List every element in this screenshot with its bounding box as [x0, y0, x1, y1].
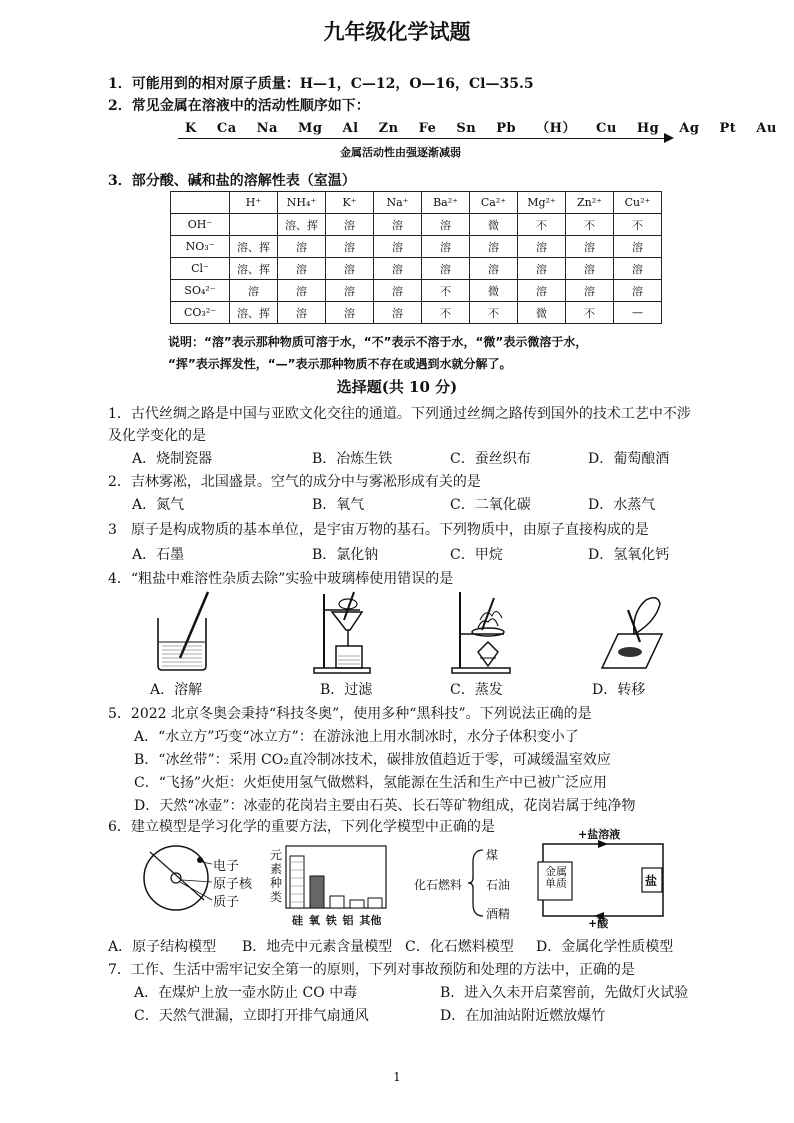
q4-option-d[interactable]: D．转移 [592, 682, 646, 698]
metal: （H） [536, 121, 576, 136]
table-cell: 溶 [614, 236, 662, 258]
metal: Pt [719, 121, 737, 136]
table-cell: 不 [614, 214, 662, 236]
table-cell: 溶 [614, 280, 662, 302]
table-cell: 不 [422, 302, 470, 324]
q6-option-a[interactable]: A．原子结构模型 [108, 939, 217, 955]
table-cell: 不 [566, 214, 614, 236]
table-cell: 溶 [470, 236, 518, 258]
table-cell: 不 [518, 214, 566, 236]
q5-option-b[interactable]: B．“冰丝带”：采用 CO₂直冷制冰技术，碳排放值趋近于零，可减缓温室效应 [134, 752, 611, 768]
metal-bottom-label: +酸 [588, 917, 609, 930]
table-header-cell: Zn²⁺ [566, 192, 614, 214]
table-row [171, 280, 662, 302]
q1-option-c[interactable]: C．蚕丝织布 [450, 451, 531, 467]
metal-right-label: 盐 [645, 874, 658, 888]
intro-line-2: 2．常见金属在溶液中的活动性顺序如下： [108, 98, 370, 114]
table-cell: 溶、挥 [278, 214, 326, 236]
q6-option-d[interactable]: D．金属化学性质模型 [536, 939, 674, 955]
dissolve-beaker-drawing [150, 590, 220, 674]
q4-option-c[interactable]: C．蒸发 [450, 682, 503, 698]
table-cell: 溶 [326, 214, 374, 236]
table-cell: 微 [470, 214, 518, 236]
table-cell: 溶 [422, 236, 470, 258]
table-cell: 溶 [326, 236, 374, 258]
q5-stem: 5．2022 北京冬奥会秉持“科技冬奥”，使用多种“黑科技”。下列说法正确的是 [108, 706, 592, 722]
q3-option-c[interactable]: C．甲烷 [450, 547, 503, 563]
table-header-cell: H⁺ [230, 192, 278, 214]
table-cell: 溶 [374, 214, 422, 236]
atom-label-proton: 质子 [213, 895, 240, 910]
table-cell: 溶 [374, 280, 422, 302]
q3-option-b[interactable]: B．氯化钠 [312, 547, 379, 563]
metal: K [185, 121, 197, 136]
table-row [171, 302, 662, 324]
table-cell: 溶 [326, 258, 374, 280]
table-cell: 溶 [374, 236, 422, 258]
table-row-header: OH⁻ [171, 214, 230, 236]
note-line-1: 说明：“溶”表示那种物质可溶于水，“不”表示不溶于水，“微”表示微溶于水， [168, 335, 588, 349]
table-cell: 不 [566, 302, 614, 324]
xlabel: 铝 [342, 914, 354, 927]
page-number: 1 [393, 1070, 401, 1084]
table-cell: 微 [470, 280, 518, 302]
q1-option-a[interactable]: A．烧制瓷器 [132, 451, 213, 467]
q5-option-a[interactable]: A．“水立方”巧变“冰立方”：在游泳池上用水制冰时，水分子体积变小了 [134, 729, 579, 745]
bar-aluminum [350, 900, 364, 908]
q1-option-b[interactable]: B．冶炼生铁 [312, 451, 393, 467]
table-cell: 溶 [278, 302, 326, 324]
table-cell: 溶 [566, 258, 614, 280]
evaporate-dish-drawing [448, 590, 518, 674]
metal: Pb [496, 121, 517, 136]
table-row-header: SO₄²⁻ [171, 280, 230, 302]
table-cell: 溶 [470, 258, 518, 280]
table-cell [230, 214, 278, 236]
metal: Sn [456, 121, 477, 136]
table-header-cell: Ba²⁺ [422, 192, 470, 214]
q5-option-d[interactable]: D．天然“冰壶”：冰壶的花岗岩主要由石英、长石等矿物组成，花岗岩属于纯净物 [134, 798, 636, 814]
section-title: 选择题(共 10 分) [336, 378, 458, 396]
table-cell: 溶 [326, 302, 374, 324]
q7-stem: 7．工作、生活中需牢记安全第一的原则，下列对事故预防和处理的方法中，正确的是 [108, 962, 635, 978]
table-header-cell: Mg²⁺ [518, 192, 566, 214]
metal-left-label [540, 866, 572, 890]
fossil-item-coal: 煤 [486, 848, 499, 862]
bar-oxygen [310, 876, 324, 908]
metal-left-line: 金属 [545, 865, 567, 878]
metal: Mg [298, 121, 323, 136]
table-cell: 溶 [374, 258, 422, 280]
crust-element-bar-chart [286, 846, 388, 912]
table-cell: 不 [422, 280, 470, 302]
q7-option-b[interactable]: B．进入久未开启菜窖前，先做灯火试验 [440, 985, 689, 1001]
q1-stem-1: 1．古代丝绸之路是中国与亚欧文化交往的通道。下列通过丝绸之路传到国外的技术工艺中不涉 [108, 406, 691, 422]
metal: Na [256, 121, 278, 136]
q4-option-a[interactable]: A．溶解 [150, 682, 203, 698]
table-cell: 溶、挥 [230, 302, 278, 324]
table-row [171, 258, 662, 280]
metal-left-line: 单质 [545, 877, 567, 890]
table-cell: 溶、挥 [230, 258, 278, 280]
table-cell: 溶 [230, 280, 278, 302]
table-cell: 溶 [278, 280, 326, 302]
q6-option-c[interactable]: C．化石燃料模型 [405, 939, 514, 955]
table-cell: 溶 [566, 280, 614, 302]
intro-line-1: 1．可能用到的相对原子质量：H—1，C—12，O—16，Cl—35.5 [108, 76, 534, 92]
metal: Al [342, 121, 359, 136]
q2-option-c[interactable]: C．二氧化碳 [450, 497, 531, 513]
metal: Ca [216, 121, 237, 136]
table-row-header: NO₃⁻ [171, 236, 230, 258]
intro-line-3: 3．部分酸、碱和盐的溶解性表（室温） [108, 173, 356, 189]
bar-chart-xlabels [292, 912, 381, 928]
fossil-fuel-root: 化石燃料 [414, 878, 463, 892]
ylabel-char: 元 [270, 848, 283, 862]
q2-stem: 2．吉林雾凇，北国盛景。空气的成分中与雾凇形成有关的是 [108, 474, 481, 490]
table-cell: 溶 [278, 236, 326, 258]
activity-caption: 金属活动性由强逐渐减弱 [340, 146, 461, 159]
table-cell: 溶 [374, 302, 422, 324]
metal: Fe [418, 121, 437, 136]
note-line-2: “挥”表示挥发性，“—”表示那种物质不存在或遇到水就分解了。 [168, 357, 512, 371]
q3-option-a[interactable]: A．石墨 [132, 547, 185, 563]
q2-option-d[interactable]: D．水蒸气 [588, 497, 656, 513]
table-cell: 微 [518, 302, 566, 324]
table-row [171, 236, 662, 258]
q1-option-d[interactable]: D．葡萄酿酒 [588, 451, 670, 467]
table-cell: 溶 [566, 236, 614, 258]
bar-chart-ylabel [270, 848, 284, 904]
ylabel-char: 素 [270, 862, 283, 876]
fossil-item-oil: 石油 [486, 878, 511, 892]
xlabel: 硅 [292, 914, 303, 927]
table-cell: 溶 [518, 280, 566, 302]
bar-other [368, 898, 382, 908]
bar-iron [330, 896, 344, 908]
metal: Au [756, 121, 777, 136]
table-cell: 溶 [278, 258, 326, 280]
table-header-cell: Cu²⁺ [614, 192, 662, 214]
q3-stem: 3 原子是构成物质的基本单位，是宇宙万物的基石。下列物质中，由原子直接构成的是 [108, 522, 649, 538]
table-cell: 溶 [518, 258, 566, 280]
q2-option-a[interactable]: A．氮气 [132, 497, 185, 513]
q6-option-b[interactable]: B．地壳中元素含量模型 [242, 939, 393, 955]
q6-stem: 6．建立模型是学习化学的重要方法，下列化学模型中正确的是 [108, 819, 495, 835]
metal: Hg [636, 121, 660, 136]
metal-top-label: +盐溶液 [578, 828, 621, 841]
table-cell: 溶 [518, 236, 566, 258]
table-row-header: Cl⁻ [171, 258, 230, 280]
metal: Ag [679, 121, 700, 136]
q1-stem-2: 及化学变化的是 [108, 428, 206, 444]
table-header-row [171, 192, 662, 214]
atom-label-electron: 电子 [213, 859, 240, 874]
table-row [171, 214, 662, 236]
q7-option-a[interactable]: A．在煤炉上放一壶水防止 CO 中毒 [134, 985, 358, 1001]
filter-funnel-drawing [310, 590, 380, 674]
q4-stem: 4．“粗盐中难溶性杂质去除”实验中玻璃棒使用错误的是 [108, 571, 454, 587]
xlabel: 氧 [308, 914, 320, 927]
q2-option-b[interactable]: B．氧气 [312, 497, 365, 513]
activity-arrow-line [178, 138, 668, 139]
fossil-brace [467, 848, 487, 918]
xlabel: 铁 [325, 914, 337, 927]
table-cell: 溶 [422, 258, 470, 280]
table-cell: 溶 [614, 258, 662, 280]
metal: Cu [596, 121, 617, 136]
q3-option-d[interactable]: D．氢氧化钙 [588, 547, 670, 563]
bar-silicon [290, 856, 304, 908]
q7-option-c[interactable]: C．天然气泄漏，立即打开排气扇通风 [134, 1008, 369, 1024]
q4-option-b[interactable]: B．过滤 [320, 682, 373, 698]
table-header-cell: K⁺ [326, 192, 374, 214]
table-cell: 溶 [422, 214, 470, 236]
table-header-cell: Na⁺ [374, 192, 422, 214]
q5-option-c[interactable]: C．“飞扬”火炬：火炬使用氢气做燃料，氢能源在生活和生产中已被广泛应用 [134, 775, 608, 791]
metal: Zn [378, 121, 399, 136]
table-header-cell: Ca²⁺ [470, 192, 518, 214]
table-cell: — [614, 302, 662, 324]
table-row-header: CO₃²⁻ [171, 302, 230, 324]
table-header-cell: NH₄⁺ [278, 192, 326, 214]
fossil-item-alcohol: 酒精 [486, 907, 511, 921]
solubility-table [170, 191, 662, 324]
q7-option-d[interactable]: D．在加油站附近燃放爆竹 [440, 1008, 606, 1024]
page-title: 九年级化学试题 [323, 20, 471, 44]
ylabel-char: 类 [270, 890, 283, 904]
atom-label-nucleus: 原子核 [213, 877, 253, 892]
table-header-cell [171, 192, 230, 214]
activity-series [185, 117, 786, 136]
table-cell: 不 [470, 302, 518, 324]
activity-arrow-head [664, 133, 674, 143]
table-cell: 溶、挥 [230, 236, 278, 258]
table-cell: 溶 [326, 280, 374, 302]
xlabel: 其他 [359, 914, 382, 927]
ylabel-char: 种 [270, 876, 283, 890]
transfer-paper-drawing [598, 590, 668, 674]
